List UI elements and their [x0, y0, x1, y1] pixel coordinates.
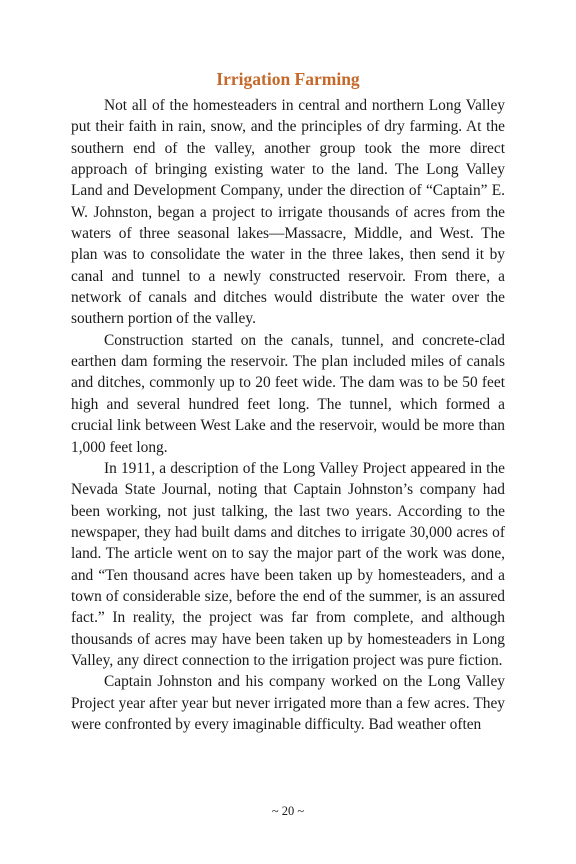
paragraph-4: Captain Johnston and his company worked on the Long Valley Project year after year but never irrigated more than a few acres. They were confronted by every imaginable difficulty. Bad weather often: [71, 673, 505, 733]
paragraph-3: In 1911, a description of the Long Valley Project appeared in the Nevada State Journal, noting that Captain Johnston’s company had been working, not just talking, the last two years. According to the newspaper, they had built dams and ditches to irrigate 30,000 acres of land. The article went on to say the major part of the work was done, and “Ten thousand acres have been taken up by homesteaders, and a town of considerable size, before the end of the summer, is an assured fact.” In reality, the project was far from complete, and although thousands of acres may have been taken up by homesteaders in Long Valley, any direct connection to the irrigation project was pure fiction.: [71, 459, 505, 669]
paragraph-1: Not all of the homesteaders in central and northern Long Valley put their faith in rain, snow, and the principles of dry farming. At the southern end of the valley, another group took the more direct approach of bringing existing water to the land. The Long Valley Land and Development Company, under the direction of “Captain” E. W. Johnston, began a project to irrigate thousands of acres from the waters of three seasonal lakes—Massacre, Middle, and West. The plan was to consolidate the water in the three lakes, then send it by canal and tunnel to a newly constructed reservoir. From there, a network of canals and ditches would distribute the water over the southern portion of the valley.: [71, 97, 505, 328]
page-body: [71, 67, 505, 735]
paragraph-2: Construction started on the canals, tunnel, and concrete-clad earthen dam forming the reservoir. The plan included miles of canals and ditches, commonly up to 20 feet wide. The dam was to be 50 feet high and several hundred feet long. The tunnel, which formed a crucial link between West Lake and the reservoir, would be more than 1,000 feet long.: [71, 331, 505, 456]
page-number: ~ 20 ~: [271, 804, 305, 818]
section-title: Irrigation Farming: [216, 69, 360, 89]
